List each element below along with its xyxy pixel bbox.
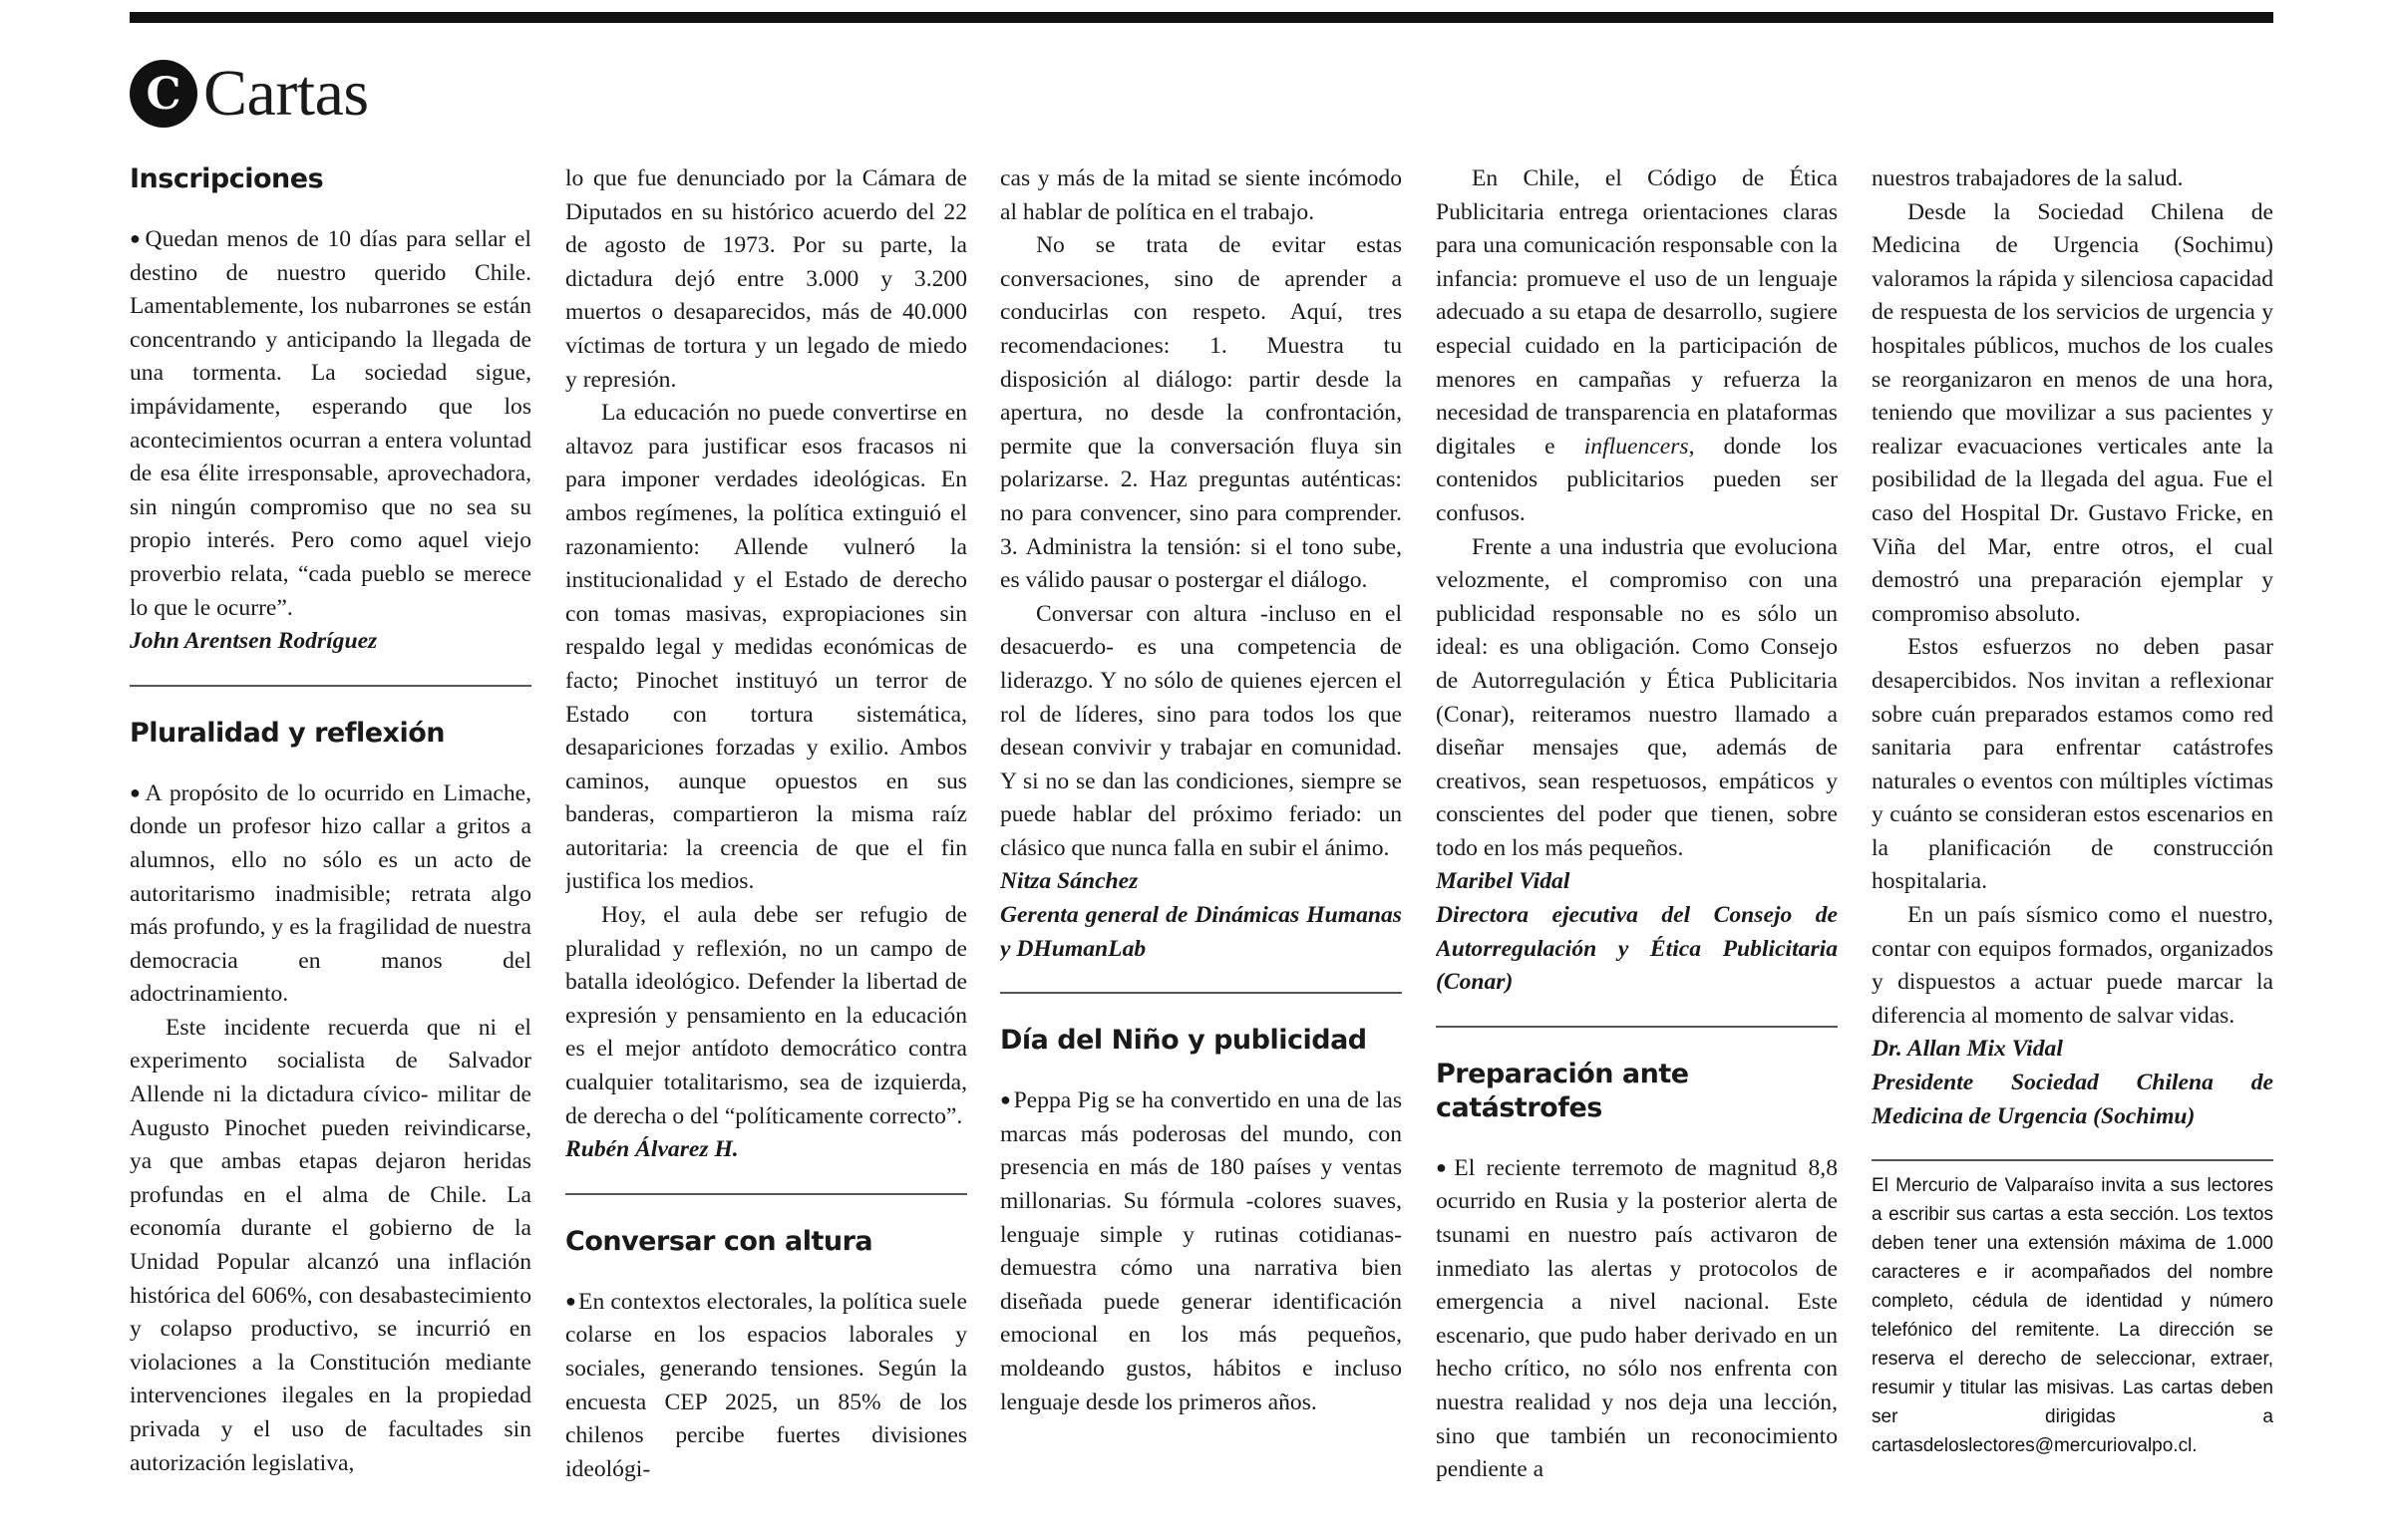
letter-signature-name: Dr. Allan Mix Vidal bbox=[1872, 1036, 2063, 1063]
letter-divider bbox=[565, 1193, 967, 1195]
letter-paragraph: Este incidente recuerda que ni el experimento socialista de Salvador Allende ni la dictadura cívico- militar de Augusto Pinochet pueden reivindicarse, ya que ambas etapas dejaron heridas profundas en el alma de Chile. La economía durante el gobierno de la Unidad Popular alcanzó una inflación histórica del 606%, con desabastecimiento y colapso productivo, se incurrió en violaciones a la Constitución mediante intervenciones ilegales en la propiedad privada y el uso de facultades sin autorización legislativa, bbox=[130, 1014, 531, 1476]
section-header bbox=[130, 58, 369, 130]
letter-headline-pluralidad: Pluralidad y reflexión bbox=[130, 717, 445, 749]
letter-signature: Rubén Álvarez H. bbox=[565, 1136, 739, 1163]
editorial-note bbox=[1872, 1159, 2273, 1460]
letter-headline-conversar: Conversar con altura bbox=[565, 1225, 873, 1257]
letter-paragraph: Frente a una industria que evoluciona velozmente, el compromiso con una publicidad responsable no es sólo un ideal: es una obligación. Como Consejo de Autorregulación y Ética Publicitaria (Conar), reiteramos nuestro llamado a diseñar mensajes que, además de creativos, sean respetuosos, empáticos y conscientes del poder que tienen, sobre todo en los más pequeños. bbox=[1436, 533, 1838, 861]
letter-signature-title: Directora ejecutiva del Consejo de Autorregulación y Ética Publicitaria (Conar) bbox=[1436, 902, 1838, 996]
letter-paragraph: La educación no puede convertirse en altavoz para justificar esos fracasos ni para imponer verdades ideológicas. En ambos regímenes, la política extinguió el razonamiento: Allende vulneró la institucionalidad y el Estado de derecho con tomas masivas, expropiaciones sin respaldo legal y medidas económicas de facto; Pinochet instituyó un terror de Estado con tortura sistemática, desapariciones forzadas y exilio. Ambos caminos, aunque opuestos en sus banderas, compartieron la misma raíz autoritaria: la creencia de que el fin justifica los medios. bbox=[565, 400, 967, 895]
letter-signature-name: Nitza Sánchez bbox=[1000, 868, 1139, 895]
letter-signature-title: Presidente Sociedad Chilena de Medicina de Urgencia (Sochimu) bbox=[1872, 1070, 2273, 1129]
letter-headline-preparacion: Preparación ante catástrofes bbox=[1436, 1058, 1689, 1123]
section-logo-icon: C bbox=[130, 60, 197, 128]
section-title: Cartas bbox=[203, 57, 369, 130]
column-5 bbox=[1872, 162, 2273, 1528]
letter-paragraph: Hoy, el aula debe ser refugio de pluralidad y reflexión, no un campo de batalla ideológico. Defender la libertad de expresión y pensamiento en la educación es el mejor antídoto democrático contra cualquier totalitarismo, sea de izquierda, de derecha o del “políticamente correcto”. bbox=[565, 902, 967, 1129]
column-1 bbox=[130, 162, 531, 1528]
letter-headline-dia-del-nino: Día del Niño y publicidad bbox=[1000, 1025, 1367, 1057]
letter-paragraph: cas y más de la mitad se siente incómodo al hablar de política en el trabajo. bbox=[1000, 165, 1402, 225]
letter-paragraph: Desde la Sociedad Chilena de Medicina de Urgencia (Sochimu) valoramos la rápida y silenciosa capacidad de respuesta de los servicios de urgencia y hospitales públicos, muchos de los cuales se reorganizaron en menos de una hora, teniendo que movilizar a sus pacientes y realizar evacuaciones verticales ante la posibilidad de la llegada del agua. Fue el caso del Hospital Dr. Gustavo Fricke, en Viña del Mar, entre otros, el cual demostró una preparación ejemplar y compromiso absoluto. bbox=[1872, 198, 2273, 627]
letter-paragraph: nuestros trabajadores de la salud. bbox=[1872, 165, 2184, 191]
letter-headline-inscripciones: Inscripciones bbox=[130, 163, 324, 194]
letter-paragraph: Estos esfuerzos no deben pasar desapercibidos. Nos invitan a reflexionar sobre cuán preparados estamos como red sanitaria para enfrentar catástrofes naturales o eventos con múltiples víctimas y cuánto se consideran estos escenarios en la planificación de construcción hospitalaria. bbox=[1872, 634, 2273, 895]
letter-signature: John Arentsen Rodríguez bbox=[130, 628, 378, 655]
letter-paragraph: No se trata de evitar estas conversaciones, sino de aprender a conducirlas con respeto. Aquí, tres recomendaciones: 1. Muestra tu disposición al diálogo: partir desde la apertura, no desde la confrontación, permite que la conversación fluya sin polarizarse. 2. Haz preguntas auténticas: no para convencer, sino para comprender. 3. Administra la tensión: si el tono sube, es válido pausar o postergar el diálogo. bbox=[1000, 232, 1402, 594]
letter-paragraph: ● A propósito de lo ocurrido en Limache, donde un profesor hizo callar a gritos a alumnos, ello no sólo es un acto de autoritarismo inadmisible; retrata algo más profundo, y es la fragilidad de nuestra democracia en manos del adoctrinamiento. bbox=[130, 776, 531, 1012]
letter-paragraph: En un país sísmico como el nuestro, contar con equipos formados, organizados y dispuestos a actuar puede marcar la diferencia al momento de salvar vidas. bbox=[1872, 902, 2273, 1029]
letter-signature-name: Maribel Vidal bbox=[1436, 868, 1570, 895]
top-rule bbox=[130, 12, 2273, 23]
letter-paragraph: lo que fue denunciado por la Cámara de Diputados en su histórico acuerdo del 22 de agosto de 1973. Por su parte, la dictadura dejó entre 3.000 y 3.200 muertos o desaparecidos, más de 40.000 víctimas de tortura y un legado de miedo y represión. bbox=[565, 165, 967, 393]
column-4 bbox=[1436, 162, 1838, 1528]
column-2 bbox=[565, 162, 967, 1528]
column-3 bbox=[1000, 162, 1402, 1528]
letter-paragraph: ● El reciente terremoto de magnitud 8,8 ocurrido en Rusia y la posterior alerta de tsunami en nuestro país activaron de inmediato las alertas y protocolos de emergencia a nivel nacional. Este escenario, que pudo haber derivado en un hecho crítico, no sólo nos enfrenta con nuestra realidad y nos deja una lección, sino que también un reconocimiento pendiente a bbox=[1436, 1151, 1838, 1487]
letter-divider bbox=[1000, 992, 1402, 994]
letter-paragraph: Conversar con altura -incluso en el desacuerdo- es una competencia de liderazgo. Y no sólo de quienes ejercen el rol de líderes, sino para todos los que desean convivir y trabajar en comunidad. Y si no se dan las condiciones, siempre se puede hablar del próximo feriado: un clásico que nunca falla en subir el ánimo. bbox=[1000, 600, 1402, 861]
letter-paragraph: En Chile, el Código de Ética Publicitaria entrega orientaciones claras para una comunicación responsable con la infancia: promueve el uso de un lenguaje adecuado a su etapa de desarrollo, sugiere especial cuidado en la participación de menores en campañas y refuerza la necesidad de transparencia en plataformas digitales e influencers, donde los contenidos publicitarios pueden ser confusos. bbox=[1436, 165, 1838, 526]
letter-divider bbox=[130, 685, 531, 687]
letter-paragraph: ● Peppa Pig se ha convertido en una de las marcas más poderosas del mundo, con presencia en más de 180 países y ventas millonarias. Su fórmula -colores suaves, lenguaje simple y rutinas cotidianas- demuestra cómo una narrativa bien diseñada puede generar identificación emocional en los más pequeños, moldeando gustos, hábitos e incluso lenguaje desde los primeros años. bbox=[1000, 1083, 1402, 1419]
emphasis-influencers: influencers bbox=[1583, 433, 1689, 460]
editorial-note-text: El Mercurio de Valparaíso invita a sus lectores a escribir sus cartas a esta sección. Los textos deben tener una extensión máxima de 1.000 caracteres e ir acompañados del nombre completo, cédula de identidad y número telefónico del remitente. La dirección se reserva el derecho de seleccionar, extraer, resumir y titular las misivas. Las cartas deben ser dirigidas a cartasdeloslectores@mercuriovalpo.cl. bbox=[1872, 1175, 2273, 1457]
letter-paragraph: ● Quedan menos de 10 días para sellar el destino de nuestro querido Chile. Lamentablemente, los nubarrones se están concentrando y anticipando la llegada de una tormenta. La sociedad sigue, impávidamente, esperando que los acontecimientos ocurran a entera voluntad de esa élite irresponsable, aprovechadora, sin ningún compromiso que no sea su propio interés. Pero como aquel viejo proverbio relata, “cada pueblo se merece lo que le ocurre”. bbox=[130, 222, 531, 625]
letter-signature-title: Gerenta general de Dinámicas Humanas y DHumanLab bbox=[1000, 902, 1402, 962]
letter-paragraph: ● En contextos electorales, la política suele colarse en los espacios laborales y sociales, generando tensiones. Según la encuesta CEP 2025, un 85% de los chilenos percibe fuertes divisiones ideológi- bbox=[565, 1285, 967, 1487]
letter-divider bbox=[1436, 1026, 1838, 1028]
